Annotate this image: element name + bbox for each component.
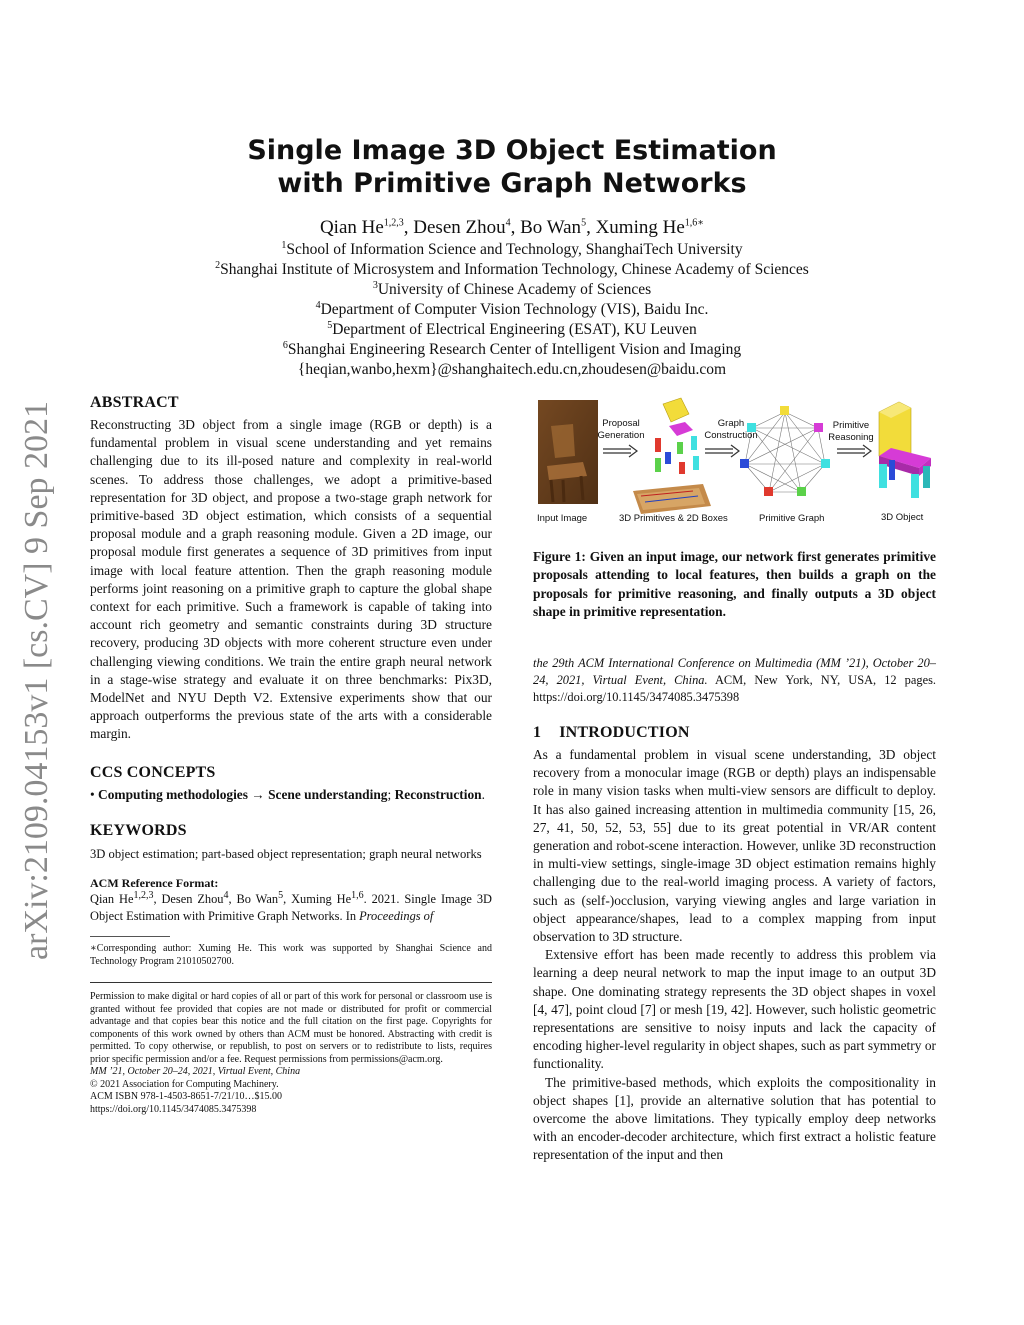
ccs-part: Scene understanding <box>268 786 388 802</box>
permission-text: Permission to make digital or hard copies of all or part of this work for personal or classroom use is granted without fee provided that copies are not made or distributed for profit or commercial advantage and that copies bear this notice and the full citation on the first page. Copyrights for components of this work owned by others than ACM must be honored. Abstracting with credit is permitted. To copy otherwise, or republish, to post on servers or to redistribute to lists, requires prior specific permission and/or a fee. Request permissions from permissions@acm.org. <box>90 991 492 1065</box>
permission-isbn: ACM ISBN 978-1-4503-8651-7/21/10…$15.00 <box>90 1091 282 1103</box>
ccs-bullet: • <box>90 786 99 802</box>
intro-paragraph-1: As a fundamental problem in visual scene understanding, 3D object recovery from a monocular image (RGB or depth) plays an indispensable role in many vision tasks when multi-view sensors are difficult to deploy. It has also gained increasing attention in multimedia community [15, 26, 27, 41, 50, 52, 53, 55] due to its great potential in VR/AR content generation and robot-scene interaction. However, unlike 3D reconstruction in multi-view settings, single-image 3D object estimation remains highly challenging due to the real-world imaging process. A variety of factors, such as (self-)occlusion, varying viewing angles and large variation in object appearance/shapes, lead to a complex mapping from input observation to 3D structure. <box>533 747 936 945</box>
ccs-heading: CCS CONCEPTS <box>90 763 216 781</box>
figure-1-graphic <box>533 396 943 531</box>
arrow-icon <box>603 445 637 457</box>
author-name: , Bo Wan <box>510 217 582 238</box>
keywords-heading: KEYWORDS <box>90 821 187 839</box>
affiliation <box>0 260 1024 280</box>
affiliation-sup: 4 <box>315 299 321 311</box>
author-name: , Desen Zhou <box>403 217 506 238</box>
figure-label-object: 3D Object <box>881 512 924 523</box>
acm-ref-part: . 2021. Single Image 3D Object Estimation with Primitive Graph Networks. In <box>90 892 492 923</box>
affiliation-text: Department of Electrical Engineering (ESAT), KU Leuven <box>332 321 697 338</box>
permission-doi: https://doi.org/10.1145/3474085.3475398 <box>90 1103 257 1115</box>
affiliation <box>0 300 1024 320</box>
figure-label-primitives: 3D Primitives & 2D Boxes <box>619 513 728 524</box>
stage-label-reasoning: Primitive Reasoning <box>828 420 874 443</box>
author-affil-sup: 1,6∗ <box>684 217 705 229</box>
arrow-icon <box>705 445 739 457</box>
introduction-section <box>533 722 936 1165</box>
affiliation-text: Shanghai Engineering Research Center of Intelligent Vision and Imaging <box>287 341 742 358</box>
permission-venue: MM ’21, October 20–24, 2021, Virtual Event, China <box>90 1066 301 1078</box>
affiliation-text: School of Information Science and Technology, ShanghaiTech University <box>286 241 743 258</box>
affiliation <box>0 320 1024 340</box>
paper-title <box>0 134 1024 200</box>
intro-paragraph-3: The primitive-based methods, which exploits the compositionality in object shapes [1], provide an alternative solution that has potential to overcome the above limitations. They typically employ deep networks with an encoder-decoder architecture, which first extract a holistic feature representation of the input and then <box>533 1074 936 1163</box>
email-line <box>0 360 1024 380</box>
acm-ref-sup: 1,2,3 <box>133 890 154 902</box>
affiliation-list <box>0 240 1024 380</box>
affiliation-sup: 2 <box>215 259 221 271</box>
author-list <box>0 216 1024 240</box>
acm-ref-cont-text <box>533 655 936 706</box>
acm-ref-sup: 1,6 <box>351 890 364 902</box>
affiliation-sup: 1 <box>281 239 287 251</box>
author-affil-sup: 1,2,3 <box>383 217 404 229</box>
keywords-text: 3D object estimation; part-based object representation; graph neural networks <box>90 846 482 861</box>
intro-heading <box>533 722 936 744</box>
title-line-2: with Primitive Graph Networks <box>277 168 747 199</box>
intro-heading-number: 1 <box>533 724 542 741</box>
acm-ref-cont-italic: the 29th ACM International Conference on Multimedia (MM ’21), October 20–24, 2021, Virtual Event, China. <box>533 656 936 687</box>
acm-ref-italic: Proceedings of <box>359 908 434 923</box>
affiliation-text: Department of Computer Vision Technology (VIS), Baidu Inc. <box>320 301 709 318</box>
title-line-1: Single Image 3D Object Estimation <box>247 135 777 166</box>
acm-ref-sup: 5 <box>278 890 284 902</box>
abstract-heading: ABSTRACT <box>90 394 179 411</box>
footnote-rule <box>90 936 170 937</box>
primitives-exploded-icon <box>633 398 711 514</box>
acm-ref-sup: 4 <box>223 890 229 902</box>
acm-ref-heading: ACM Reference Format: <box>90 876 219 891</box>
acm-ref-cont-rest: ACM, New York, NY, USA, 12 pages. https://doi.org/10.1145/3474085.3475398 <box>533 673 936 704</box>
acm-ref-part: , Desen Zhou <box>153 892 224 907</box>
ccs-separator: ; <box>387 786 395 802</box>
affiliation-sup: 5 <box>327 319 333 331</box>
acm-ref-part: , Bo Wan <box>228 892 279 907</box>
left-column <box>90 392 492 1116</box>
acm-ref-continuation <box>533 655 936 706</box>
chair-3d-object-icon <box>879 402 931 498</box>
figure-label-input: Input Image <box>537 513 588 524</box>
affiliation-text: University of Chinese Academy of Sciences <box>377 281 652 298</box>
author-affil-sup: 4 <box>505 217 511 229</box>
ccs-text <box>90 786 492 804</box>
intro-heading-text: INTRODUCTION <box>559 724 690 741</box>
affiliation <box>0 240 1024 260</box>
ccs-part: Reconstruction <box>394 786 482 802</box>
ccs-part: Computing methodologies <box>98 786 248 802</box>
acm-ref-part: , Xuming He <box>283 892 352 907</box>
ccs-arrow: → <box>247 786 269 802</box>
affiliation-sup: 6 <box>282 339 288 351</box>
acm-ref-part: Qian He <box>90 892 134 907</box>
permission-copyright: © 2021 Association for Computing Machinery. <box>90 1078 279 1090</box>
permission-rule <box>90 982 492 983</box>
author-affil-sup: 5 <box>581 217 587 229</box>
stage-label-graph: Graph Construction <box>704 418 758 441</box>
ccs-end: . <box>481 786 485 802</box>
figure-1 <box>533 396 943 531</box>
footnote-text: ∗Corresponding author: Xuming He. This work was supported by Shanghai Science and Technology Program 21010502700. <box>90 943 492 967</box>
input-image-photo <box>538 400 598 504</box>
intro-paragraph-2: Extensive effort has been made recently to address this problem via learning a deep neural network to map the input image to an output 3D shape. One dominating strategy represents the 3D object shapes in voxel [4, 47], point cloud [7] or mesh [19, 42]. However, such holistic geometric representations are sensitive to noisy inputs and lack the capacity of encoding higher-level regularity in object shapes, such as part symmetry or functionality. <box>533 947 936 1072</box>
email-text: {heqian,wanbo,hexm}@shanghaitech.edu.cn,zhoudesen@baidu.com <box>297 361 727 378</box>
affiliation-sup: 3 <box>372 279 378 291</box>
affiliation <box>0 340 1024 360</box>
figure-caption: Figure 1: Given an input image, our network first generates primitive proposals attending to local features, then builds a graph on the proposals for primitive reasoning, and finally outputs a 3D object shape in primitive representation. <box>533 549 936 620</box>
abstract-text: Reconstructing 3D object from a single image (RGB or depth) is a fundamental problem in visual scene understanding and yet remains challenging due to its ill-posed nature and complexity in real-world scenes. To address those challenges, we adopt a primitive-based representation for 3D object, and propose a two-stage graph network for primitive-based 3D object estimation, which consists of a sequential proposal module and a graph reasoning module. Given a 2D image, our proposal module first generates a sequence of 3D primitives from input image with local feature attention. Then the graph reasoning module performs joint reasoning on a primitive graph to capture the global shape context for each primitive. Such a framework is capable of taking into account rich geometry and semantic constraints during 3D structure recovery, producing 3D objects with more coherent structure even under challenging viewing conditions. We train the entire graph neural network in a stage-wise strategy and evaluate it on three benchmarks: Pix3D, ModelNet and NYU Depth V2. Extensive experiments show that our approach outperforms the previous state of the arts with a considerable margin. <box>90 417 492 742</box>
arrow-icon <box>837 445 871 457</box>
stage-label-proposal: Proposal Generation <box>597 418 645 441</box>
figure-caption-block <box>533 548 936 622</box>
affiliation-text: Shanghai Institute of Microsystem and Information Technology, Chinese Academy of Sciences <box>220 261 809 278</box>
affiliation <box>0 280 1024 300</box>
author-name: Qian He <box>319 217 384 238</box>
figure-label-graph: Primitive Graph <box>759 513 825 524</box>
author-name: , Xuming He <box>586 217 685 238</box>
arxiv-stamp: arXiv:2109.04153v1 [cs.CV] 9 Sep 2021 <box>18 400 55 960</box>
acm-ref-text <box>90 891 492 924</box>
